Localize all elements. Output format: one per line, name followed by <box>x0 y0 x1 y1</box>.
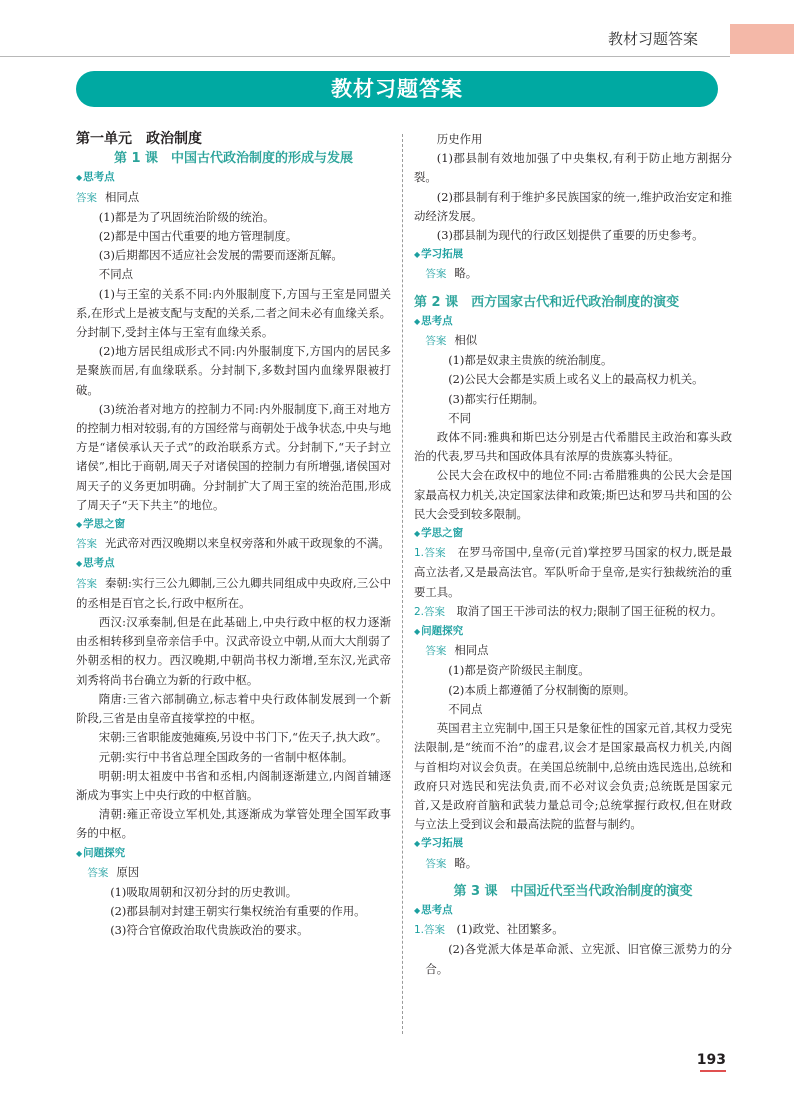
answer-paragraph: 2.答案 取消了国王干涉司法的权力;限制了国王征税的权力。 <box>414 603 723 618</box>
right-column <box>414 130 732 979</box>
paragraph: 政体不同:雅典和斯巴达分别是古代希腊民主政治和寡头政治的代表,罗马共和国政体具有浓厚的贵族寡头特征。 <box>414 430 732 464</box>
paragraph: 明朝:明太祖废中书省和丞相,内阁制逐渐建立,内阁首辅逐渐成为事实上中央行政的中枢首脑。 <box>76 768 391 802</box>
section-label: ◆ 思考点 <box>76 554 391 573</box>
unit-title: 第一单元 政治制度 <box>76 131 202 147</box>
page-number-underline <box>700 1070 726 1072</box>
answer-line: 答案 略。 <box>425 855 478 870</box>
text-line: (1)吸取周朝和汉初分封的历史教训。 <box>110 884 298 899</box>
section-label: ◆ 学思之窗 <box>414 524 732 543</box>
paragraph: 宋朝:三省职能废弛瘫痪,另设中书门下,“佐天子,执大政”。 <box>98 730 388 745</box>
answer-label: 答案 <box>425 857 447 870</box>
section-label: ◆ 思考点 <box>414 312 732 331</box>
column-divider <box>402 134 403 1034</box>
text-line: 不同点 <box>98 267 133 282</box>
answer-number: 2.答案 <box>414 605 446 618</box>
paragraph: 元朝:实行中书省总理全国政务的一省制中枢体制。 <box>98 749 354 764</box>
paragraph: (3)统治者对地方的控制力不同:内外服制度下,商王对地方的控制力相对较弱,有的方国经常与商朝处于战争状态,中央与地方是“诸侯承认天子式”的政治联系方式。分封制下,“天子封立诸侯”,相比于商朝,周天子对诸侯国的控制力有所增强,诸侯国对周天子的义务更加明确。分封制扩大了周王室的统治范围,形成了周天子“天下共主”的地位。 <box>76 401 391 512</box>
paragraph: 西汉:汉承秦制,但是在此基础上,中央行政中枢的权力逐渐由丞相转移到皇帝亲信手中。汉武帝设立中朝,从而大大削弱了外朝丞相的权力。西汉晚期,中朝尚书权力渐增,至东汉,光武帝刘秀将尚书台确立为新的行政中枢。 <box>76 615 391 687</box>
section-label: ◆ 问题探究 <box>76 844 391 863</box>
text-line: (2)本质上都遵循了分权制衡的原则。 <box>448 682 636 697</box>
text-line: (1)都是为了巩固统治阶级的统治。 <box>98 209 275 224</box>
header-color-block <box>730 24 794 54</box>
answer-label: 答案 <box>87 866 109 879</box>
paragraph: 清朝:雍正帝设立军机处,其逐渐成为掌管处理全国军政事务的中枢。 <box>76 807 391 841</box>
header-title: 教材习题答案 <box>607 30 698 48</box>
answer-label: 答案 <box>425 268 447 281</box>
paragraph: 英国君主立宪制中,国王只是象征性的国家元首,其权力受宪法限制,是“统而不治”的虚君,议会才是国家最高权力机关,内阁与首相均对议会负责。在美国总统制中,总统由选民选出,总统和政府只对选民和宪法负责,而不必对议会负责;总统既是国家元首,又是政府首脑和武装力量总司令;总统掌握行政权,但在财政与立法上受到议会和最高法院的监督与制约。 <box>414 721 732 832</box>
paragraph: (2)郡县制有利于维护多民族国家的统一,维护政治安定和推动经济发展。 <box>414 189 732 223</box>
answer-paragraph: 答案 光武帝对西汉晚期以来皇权旁落和外戚干政现象的不满。 <box>76 536 390 551</box>
answer-label: 答案 <box>76 538 97 551</box>
section-label: ◆ 问题探究 <box>414 622 732 641</box>
answer-number: 1.答案 <box>414 924 446 937</box>
paragraph: (1)与王室的关系不同:内外服制度下,方国与王室是同盟关系,在形式上是被支配与支配的关系,二者之间未必有血缘关系。分封制下,受封主体与王室有血缘关系。 <box>76 286 391 340</box>
answer-number: 1.答案 <box>414 547 446 560</box>
section-label: ◆ 学习拓展 <box>414 834 732 853</box>
page-banner: 教材习题答案 <box>76 71 718 107</box>
text-line: (1)都是奴隶主贵族的统治制度。 <box>448 353 613 368</box>
text-line: (2)郡县制对封建王朝实行集权统治有重要的作用。 <box>110 904 366 919</box>
page-number: 193 <box>696 1052 726 1068</box>
text-line: (2)都是中国古代重要的地方管理制度。 <box>98 229 298 244</box>
answer-line: 答案 原因 <box>87 864 140 879</box>
text-line: 不同 <box>448 410 471 425</box>
text-line: (3)都实行任期制。 <box>448 391 545 406</box>
lesson-1-title: 第 1 课 中国古代政治制度的形成与发展 <box>113 151 354 167</box>
text-line: 历史作用 <box>436 132 483 146</box>
answer-label: 答案 <box>76 191 97 204</box>
section-label: ◆ 学思之窗 <box>76 515 391 534</box>
answer-paragraph: 1.答案 在罗马帝国中,皇帝(元首)掌控罗马国家的权力,既是最高立法者,又是最高法官。军队听命于皇帝,是实行独裁统治的重要工具。 <box>414 545 732 599</box>
section-label: ◆ 思考点 <box>76 168 391 187</box>
paragraph: (3)郡县制为现代的行政区划提供了重要的历史参考。 <box>436 228 704 243</box>
paragraph: (1)郡县制有效地加强了中央集权,有利于防止地方割据分裂。 <box>414 151 732 185</box>
left-column <box>76 130 391 941</box>
lesson-3-title: 第 3 课 中国近代至当代政治制度的演变 <box>453 883 693 899</box>
answer-label: 答案 <box>425 335 447 348</box>
paragraph: (2)地方居民组成形式不同:内外服制度下,方国内的居民多是聚族而居,有血缘联系。分封制下,多数封国内血缘界限被打破。 <box>76 344 391 397</box>
answer-line: 答案 相同点 <box>76 189 140 204</box>
answer-line: 答案 略。 <box>425 266 478 281</box>
answer-paragraph: 答案 秦朝:实行三公九卿制,三公九卿共同组成中央政府,三公中的丞相是百官之长,行政中枢所在。 <box>76 575 391 610</box>
header-rule <box>0 56 730 57</box>
answer-label: 答案 <box>425 645 447 658</box>
paragraph: 公民大会在政权中的地位不同:古希腊雅典的公民大会是国家最高权力机关,决定国家法律和政策;斯巴达和罗马共和国的公民大会受到较多限制。 <box>414 468 732 521</box>
section-label: ◆ 思考点 <box>414 901 732 920</box>
text-line: (1)都是资产阶级民主制度。 <box>448 663 590 678</box>
answer-line: 答案 相同点 <box>425 643 489 658</box>
text-line: (3)后期都因不适应社会发展的需要而逐渐瓦解。 <box>98 248 343 263</box>
paragraph: 隋唐:三省六部制确立,标志着中央行政体制发展到一个新阶段,三省是由皇帝直接掌控的中枢。 <box>76 691 391 726</box>
text-line: (3)符合官僚政治取代贵族政治的要求。 <box>110 923 309 938</box>
answer-line: 1.答案 (1)政党、社团繁多。 <box>414 922 564 937</box>
answer-line: 答案 相似 <box>425 333 478 348</box>
lesson-2-title: 第 2 课 西方国家古代和近代政治制度的演变 <box>414 294 680 310</box>
text-line: 不同点 <box>448 701 483 716</box>
answer-label: 答案 <box>76 577 98 590</box>
section-label: ◆ 学习拓展 <box>414 245 732 264</box>
text-line: (2)公民大会都是实质上或名义上的最高权力机关。 <box>448 372 704 387</box>
text-line: (2)各党派大体是革命派、立宪派、旧官僚三派势力的分合。 <box>425 942 732 976</box>
